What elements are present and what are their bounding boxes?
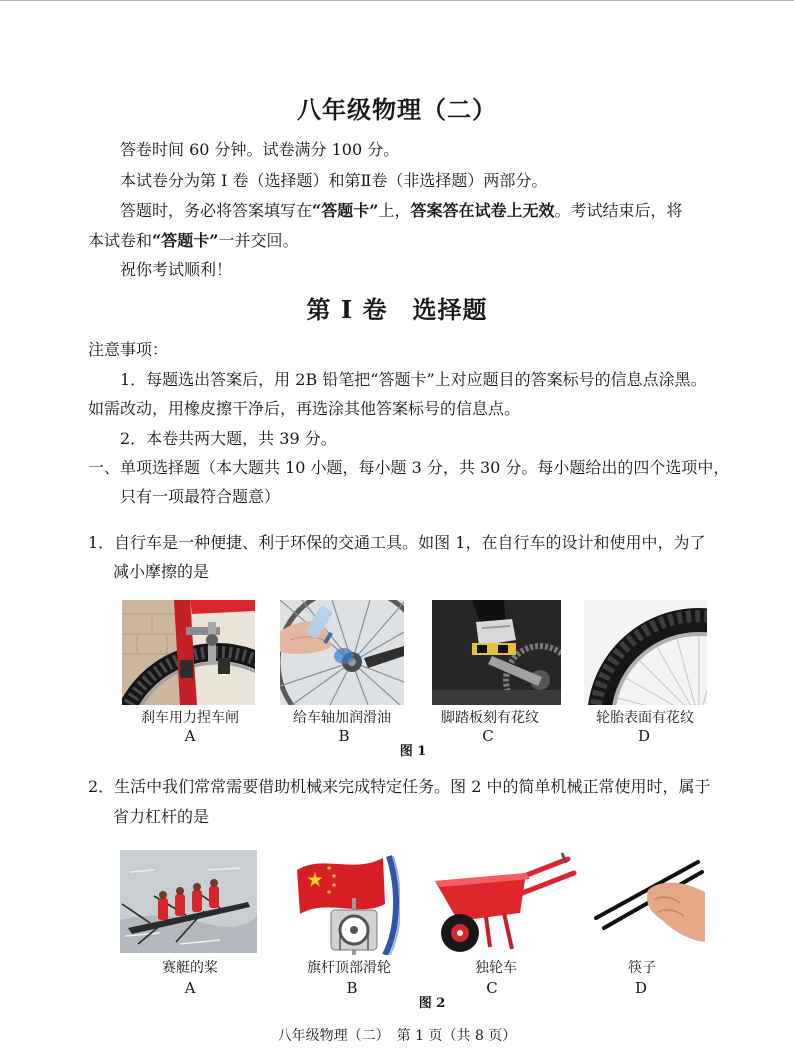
option-a-brake-photo [122, 600, 255, 705]
exam-structure-line: 本试卷分为第 I 卷（选择题）和第Ⅱ卷（非选择题）两部分。 [120, 171, 548, 190]
question-1-stem-line-2: 减小摩擦的是 [113, 562, 210, 581]
option-a-letter: A [184, 727, 196, 745]
option-c-caption: 脚踏板刻有花纹 [441, 710, 539, 726]
option-b-caption: 给车轴加润滑油 [293, 710, 391, 726]
option-a-rowing-photo [120, 850, 257, 953]
option-d-caption: 轮胎表面有花纹 [596, 710, 694, 726]
option-b-caption: 旗杆顶部滑轮 [307, 960, 391, 976]
section-title: 第 I 卷 选择题 [306, 295, 488, 324]
answer-rule-line-1 [120, 196, 682, 226]
page-top-edge [0, 0, 794, 1]
exam-title: 八年级物理（二） [297, 95, 497, 124]
option-a-letter: A [184, 979, 196, 997]
figure-1-label: 图 1 [399, 744, 427, 759]
option-c-wheelbarrow-photo [430, 851, 578, 955]
question-2-stem-line-2: 省力杠杆的是 [113, 807, 210, 826]
exam-time-line: 答卷时间 60 分钟。试卷满分 100 分。 [120, 140, 400, 159]
part-one-heading-line-2: 只有一项最符合题意） [120, 487, 281, 506]
notes-heading: 注意事项： [88, 340, 169, 359]
note-item-2: 2．本卷共两大题，共 39 分。 [120, 429, 337, 448]
option-b-letter: B [338, 727, 350, 745]
answer-card-term: “答题卡” [152, 231, 219, 250]
answer-card-term: “答题卡” [312, 201, 379, 220]
option-b-flagpole-pulley-photo [293, 848, 400, 955]
page-footer: 八年级物理（二） 第 1 页（共 8 页） [277, 1028, 517, 1044]
answer-rule-text: 上， [378, 201, 411, 220]
answer-rule-text: 本试卷和 [88, 231, 153, 250]
answer-rule-line-2 [88, 226, 298, 256]
note-item-1-line-1: 1．每题选出答案后，用 2B 铅笔把“答题卡”上对应题目的答案标号的信息点涂黑。 [120, 370, 707, 389]
answer-rule-text: 。考试结束后，将 [554, 201, 683, 220]
option-d-tire-tread-photo [584, 600, 707, 705]
note-item-1-line-2: 如需改动，用橡皮擦干净后，再选涂其他答案标号的信息点。 [88, 399, 521, 418]
option-c-letter: C [486, 979, 498, 997]
option-c-letter: C [482, 727, 494, 745]
option-a-caption: 赛艇的桨 [162, 960, 218, 976]
part-one-heading-line-1: 一、单项选择题（本大题共 10 小题，每小题 3 分，共 30 分。每小题给出的四个选项中， [88, 458, 730, 477]
question-1-stem-line-1: 1．自行车是一种便捷、利于环保的交通工具。如图 1，在自行车的设计和使用中，为了 [88, 533, 706, 552]
question-2-stem-line-1: 2．生活中我们常常需要借助机械来完成特定任务。图 2 中的简单机械正常使用时，属于 [88, 777, 711, 796]
answer-rule-text: 答题时，务必将答案填写在 [120, 201, 313, 220]
exam-wish: 祝你考试顺利！ [120, 260, 233, 279]
option-c-caption: 独轮车 [475, 960, 517, 976]
option-c-pedal-photo [432, 600, 561, 705]
option-a-caption: 刹车用力捏车闸 [141, 710, 239, 726]
option-b-axle-oiling-photo [280, 600, 404, 705]
figure-2-label: 图 2 [418, 996, 446, 1011]
answer-rule-text: 一并交回。 [218, 231, 299, 250]
answer-invalid-warning: 答案答在试卷上无效 [410, 201, 555, 220]
option-d-letter: D [634, 979, 648, 997]
option-d-letter: D [637, 727, 651, 745]
option-b-letter: B [346, 979, 358, 997]
option-d-caption: 筷子 [628, 960, 656, 976]
option-d-chopsticks-photo [592, 858, 705, 942]
